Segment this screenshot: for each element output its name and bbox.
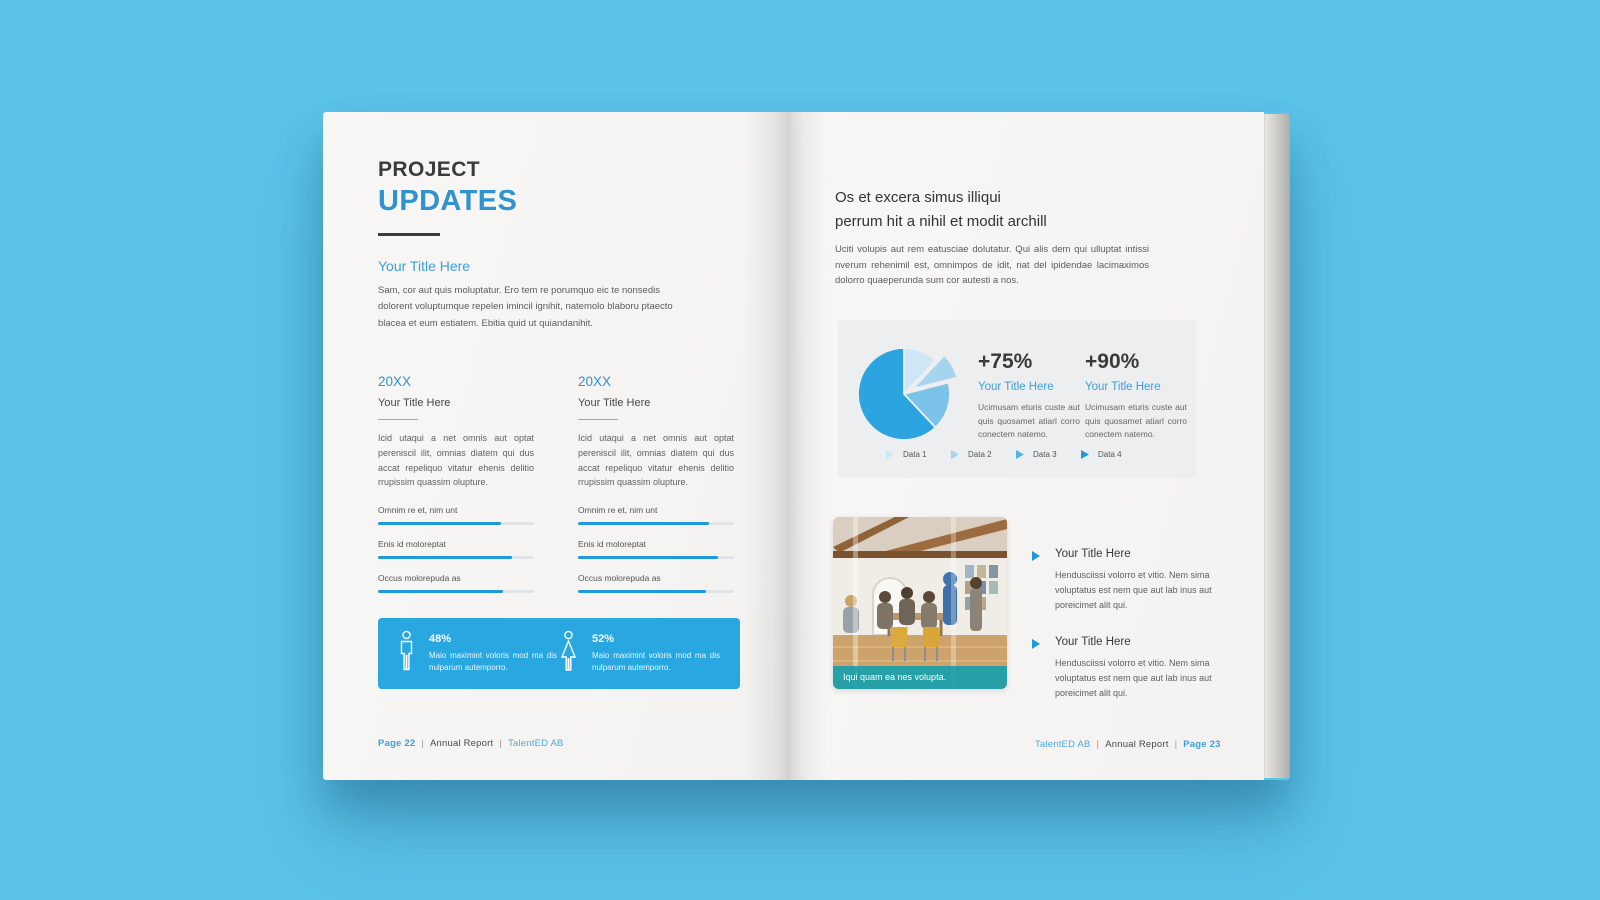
footer-separator: | [499, 738, 503, 749]
page-title-block [378, 158, 517, 236]
pie-legend [886, 450, 1146, 459]
bar-fill [578, 522, 709, 525]
progress-bar-row [378, 539, 534, 559]
photo-caption: Iqui quam ea nes volupta. [833, 666, 1007, 689]
legend-label: Data 1 [903, 450, 927, 459]
stat-block-1 [978, 350, 1080, 442]
footer-right [1035, 739, 1221, 750]
triangle-marker-icon [1016, 450, 1024, 459]
legend-item [951, 450, 1016, 459]
bar-track [578, 590, 734, 593]
stat-value: +90% [1085, 350, 1140, 373]
report-name: Annual Report [430, 738, 494, 749]
year-column-2 [578, 374, 734, 607]
bullet-item [1032, 636, 1224, 701]
bar-label: Enis id moloreptat [378, 539, 447, 549]
column-rule [578, 419, 618, 420]
title-rule [378, 233, 440, 236]
column-body: Icid utaqui a net omnis aut optat pereniscil ilit, omnias diatem qui dus accat repeliquo vitatur ehenis delitio rrupissim quassim olupture. [578, 433, 734, 488]
footer-separator: | [421, 738, 424, 749]
bar-fill [378, 522, 501, 525]
column-rule [378, 419, 418, 420]
bar-label: Occus molorepuda as [378, 573, 461, 583]
page-number: Page 23 [1183, 739, 1221, 750]
legend-item [886, 450, 951, 459]
bullet-title: Your Title Here [1055, 635, 1131, 648]
article-heading [835, 186, 1047, 234]
title-kicker: PROJECT [378, 158, 480, 181]
year-column-1 [378, 374, 534, 607]
progress-bar-row [578, 539, 734, 559]
page-23 [790, 112, 1264, 780]
male-stat [398, 630, 559, 677]
pie-chart-svg [844, 328, 974, 454]
legend-item [1081, 450, 1146, 459]
triangle-bullet-icon [1032, 639, 1040, 649]
bar-fill [578, 590, 706, 593]
meeting-photo-illustration [833, 517, 1007, 689]
page-stack-edge [1264, 114, 1290, 778]
column-title: Your Title Here [378, 397, 451, 409]
open-brochure [323, 112, 1290, 780]
bar-track [378, 590, 534, 593]
intro-paragraph: Sam, cor aut quis moluptatur. Ero tem re porumquo eic te nonsedis dolorent voluptumque repelen imincil ignihit, natemolo blaboru ptaecto blacea et eum estiatem. Ebitia quid ut quiandanihit. [378, 285, 673, 329]
stat-value: +75% [978, 350, 1033, 373]
triangle-marker-icon [1081, 450, 1089, 459]
bullet-title: Your Title Here [1055, 548, 1131, 560]
heading-line-2: perrum hit a nihil et modit archill [835, 213, 1047, 230]
triangle-marker-icon [886, 450, 894, 459]
page-title: UPDATES [378, 185, 518, 217]
legend-label: Data 2 [968, 450, 992, 459]
bar-label: Enis id moloreptat [578, 539, 647, 549]
article-intro: Uciti volupis aut rem eatusciae dolutatur. Qui alis dem qui ulluptat intissi nverum rehenimil est, omnimpos de idit, nat del ipidendae lacimaximos dolorro quaeperunda sum cor autesti a nos. [835, 244, 1149, 287]
bar-label: Omnim re et, nim unt [578, 505, 658, 515]
statistics-panel [838, 320, 1196, 478]
male-description: Maio maximint voloris mod ma dis nulparum autemporro. [429, 650, 557, 672]
progress-bar-row [578, 505, 734, 525]
bar-track [578, 556, 734, 559]
pie-chart [844, 328, 974, 459]
column-body: Icid utaqui a net omnis aut optat pereniscil ilit, omnias diatem qui dus accat repeliquo vitatur ehenis delitio rrupissim quassim olupture. [378, 433, 534, 488]
section-title: Your Title Here [378, 258, 471, 274]
bar-fill [378, 590, 503, 593]
bar-label: Omnim re et, nim unt [378, 505, 458, 515]
year-label: 20XX [378, 374, 412, 389]
female-figure-icon [559, 630, 578, 677]
footer-left [378, 738, 564, 749]
bar-fill [578, 556, 718, 559]
bar-track [578, 522, 734, 525]
page-number: Page 22 [378, 738, 416, 749]
meeting-photo [833, 517, 1007, 689]
progress-bars [378, 505, 534, 593]
triangle-bullet-icon [1032, 551, 1040, 561]
female-stat [559, 630, 720, 677]
bar-track [378, 522, 534, 525]
progress-bar-row [378, 573, 534, 593]
footer-separator: | [1096, 739, 1100, 750]
report-name: Annual Report [1105, 739, 1169, 750]
legend-item [1016, 450, 1081, 459]
bullet-body: Hendusciissi volorro et vitio. Nem sima voluptatus est nem que aut lab inus aut poreicimet alit qui. [1055, 657, 1212, 698]
progress-bar-row [378, 505, 534, 525]
brand-name: TalentED AB [1035, 739, 1091, 750]
stat-title: Your Title Here [1085, 381, 1161, 393]
triangle-marker-icon [951, 450, 959, 459]
legend-label: Data 4 [1098, 450, 1122, 459]
female-percentage: 52% [592, 632, 615, 645]
bullet-list [1032, 548, 1224, 701]
male-percentage: 48% [429, 632, 452, 645]
footer-separator: | [1174, 739, 1178, 750]
stat-body: Ucimusam eturis custe aut quis quosamet atiarl corro conectem natemo. [978, 402, 1080, 440]
year-label: 20XX [578, 374, 612, 389]
bar-label: Occus molorepuda as [578, 573, 661, 583]
bar-track [378, 556, 534, 559]
progress-bar-row [578, 573, 734, 593]
male-figure-icon [398, 630, 415, 677]
stat-body: Ucimusam eturis custe aut quis quosamet atiarl corro conectem natemo. [1085, 402, 1187, 440]
female-stat-text [592, 633, 720, 675]
male-stat-text [429, 633, 557, 675]
female-description: Maio maximint voloris mod ma dis nulparum autemporro. [592, 650, 720, 672]
column-title: Your Title Here [578, 397, 651, 409]
bar-fill [378, 556, 512, 559]
stat-block-2 [1085, 350, 1187, 442]
page-22 [323, 112, 790, 780]
brand-name: TalentED AB [508, 738, 564, 749]
bullet-item [1032, 548, 1224, 613]
gender-statistics-box [378, 618, 740, 689]
progress-bars [578, 505, 734, 593]
legend-label: Data 3 [1033, 450, 1057, 459]
bullet-body: Hendusciissi volorro et vitio. Nem sima voluptatus est nem que aut lab inus aut poreicimet alit qui. [1055, 570, 1212, 610]
heading-line-1: Os et excera simus illiqui [835, 189, 1001, 206]
stat-title: Your Title Here [978, 381, 1054, 393]
year-columns [378, 374, 738, 607]
